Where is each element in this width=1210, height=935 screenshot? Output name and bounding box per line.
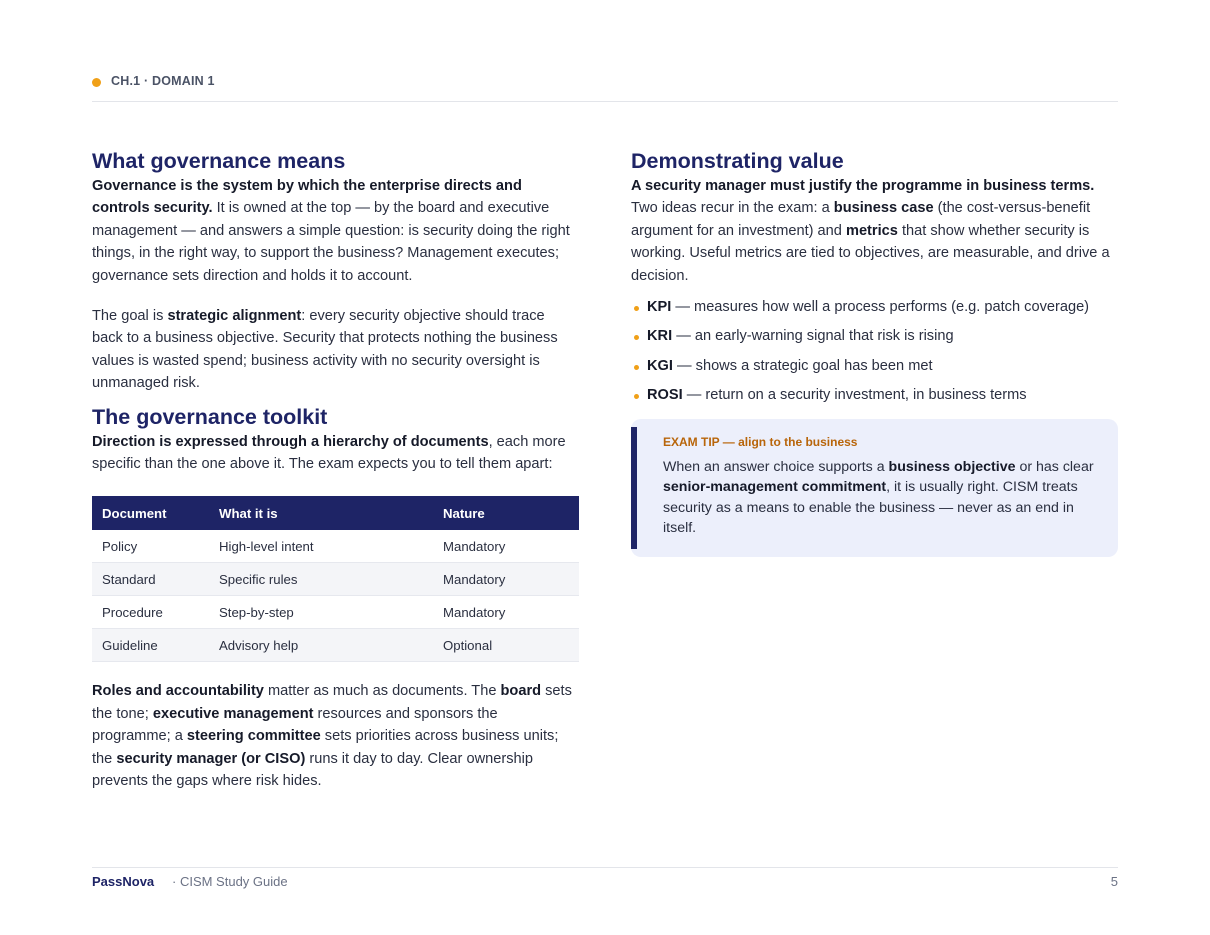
table-row [92,629,579,662]
chapter-label: CH.1 · DOMAIN 1 [111,74,215,88]
table-cell: Advisory help [209,629,433,662]
table-header: Nature [433,496,579,530]
list-item [631,352,1118,381]
metric-desc: — return on a security investment, in business terms [682,387,1027,404]
section-title-toolkit: The governance toolkit [92,404,328,429]
alignment-text: : every security objective should trace back to a business objective. Security that protects nothing the business values is wasted spend; business activity with no security oversight is unmanaged risk. [92,308,558,392]
table-cell: Standard [92,563,209,596]
roles-text: runs it day to day. Clear ownership prevents the gaps where risk hides. [92,750,533,790]
left-column [92,147,579,793]
metric-term: KRI [647,328,673,345]
table-cell: Mandatory [433,563,579,596]
guide-title: · CISM Study Guide [172,874,288,889]
table-row [92,563,579,596]
table-cell: High-level intent [209,530,433,563]
table-header-row [92,496,579,530]
toolkit-text: , each more specific than the one above it. The exam expects you to tell them apart: [92,433,566,473]
table-header: What it is [209,496,433,530]
metric-desc: — shows a strategic goal has been met [672,357,933,374]
table-cell: Mandatory [433,530,579,563]
section-title-governance: What governance means [92,149,346,173]
table-cell: Specific rules [209,563,433,596]
page-footer [92,867,1118,898]
roles-text: sets the tone; [92,683,572,722]
roles-text: sets priorities across business units; the [92,728,559,767]
value-term: business case [833,200,934,217]
roles-paragraph [92,680,579,792]
exam-tip-callout [631,419,1118,557]
metric-term: KPI [647,299,672,316]
roles-term: security manager (or CISO) [116,750,306,767]
value-text: that show whether security is working. Useful metrics are tied to objectives, are measurable, and drive a decision. [631,222,1110,284]
bullet-icon [634,335,639,340]
right-column [631,147,1118,557]
table-cell: Guideline [92,629,209,662]
table-cell: Step-by-step [209,596,433,629]
roles-term: Roles and accountability [92,683,264,700]
table-row [92,530,579,563]
metrics-list [631,293,1118,411]
table-cell: Mandatory [433,596,579,629]
roles-text: matter as much as documents. The [263,683,501,700]
exam-tip-text [663,457,1100,539]
page-header [92,74,1118,102]
tip-text: , it is usually right. CISM treats security as a means to enable the business — never as an end in itself. [663,479,1078,537]
roles-text: resources and sponsors the programme; a [92,705,498,745]
chapter-dot-icon [92,78,101,87]
tip-term: business objective [888,458,1016,475]
roles-term: steering committee [186,728,321,745]
list-item [631,322,1118,351]
callout-accent-bar [631,427,637,549]
tip-term: senior-management commitment [663,479,887,496]
tip-text: or has clear [1015,458,1094,475]
roles-term: board [500,683,542,700]
table-header: Document [92,496,209,530]
alignment-paragraph [92,305,579,395]
bullet-icon [634,365,639,370]
toolkit-paragraph [92,431,579,476]
table-row [92,596,579,629]
value-lead: A security manager must justify the programme in business terms. [631,178,1095,194]
metric-term: KGI [647,357,673,374]
value-paragraph [631,175,1118,287]
table-cell: Policy [92,530,209,563]
governance-text: It is owned at the top — by the board and executive management — and answers a simple question: is security doing the right things, in the right way, to support the business? Management executes; governance sets direction and holds it to account. [92,200,570,284]
exam-tip-label: EXAM TIP — align to the business [663,434,858,449]
bullet-icon [634,394,639,399]
value-text: (the cost-versus-benefit argument for an investment) and [631,200,1091,239]
toolkit-lead: Direction is expressed through a hierarchy of documents [92,433,489,450]
page-number: 5 [1110,874,1118,889]
alignment-term: strategic alignment [167,308,302,325]
roles-term: executive management [152,705,314,722]
list-item [631,381,1118,410]
metric-desc: — measures how well a process performs (e.g. patch coverage) [671,299,1090,316]
table-cell: Optional [433,629,579,662]
value-text: Two ideas recur in the exam: a [631,200,834,217]
governance-lead: Governance is the system by which the enterprise directs and controls security. [92,178,522,217]
tip-text: When an answer choice supports a [663,458,889,475]
table-cell: Procedure [92,596,209,629]
metric-desc: — an early-warning signal that risk is rising [672,328,954,345]
metric-term: ROSI [647,387,683,404]
governance-paragraph [92,175,579,287]
alignment-pre: The goal is [92,308,168,325]
list-item [631,293,1118,322]
bullet-icon [634,306,639,311]
value-term: metrics [845,222,898,239]
section-title-value: Demonstrating value [631,149,844,173]
documents-table [92,496,579,662]
brand-name: PassNova [92,874,155,889]
